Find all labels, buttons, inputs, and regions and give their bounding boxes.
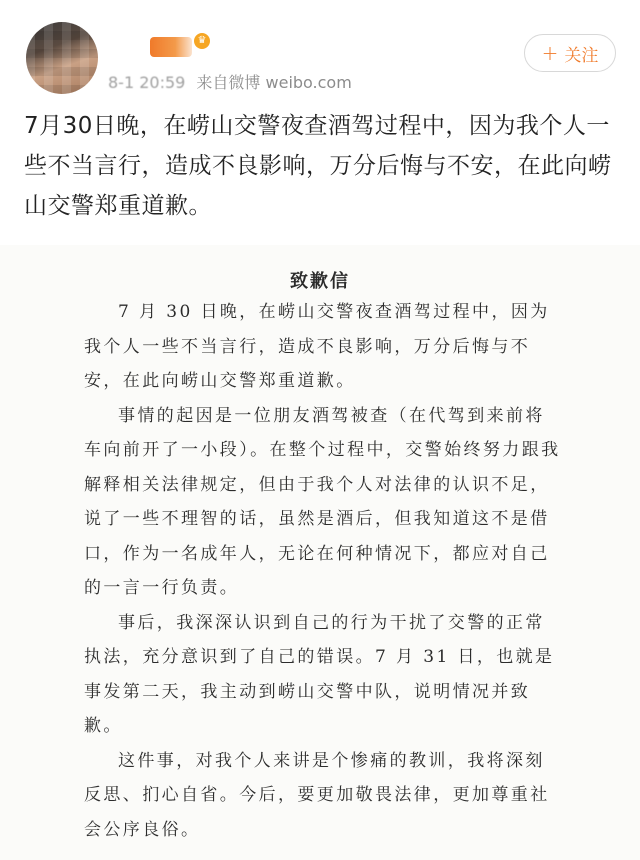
post-time: 8-1 20:59 [108, 73, 186, 92]
letter-paragraph: 事后，我深深认识到自己的行为干扰了交警的正常执法，充分意识到了自己的错误。7 月 31 日，也就是事发第二天，我主动到崂山交警中队，说明情况并致歉。 [84, 612, 555, 736]
avatar-mosaic [26, 22, 98, 94]
apology-letter-image[interactable] [0, 245, 640, 860]
post-header [0, 0, 640, 100]
post-text: 7月30日晚，在崂山交警夜查酒驾过程中，因为我个人一些不当言行，造成不良影响，万分后悔与不安，在此向崂山交警郑重道歉。 [24, 113, 612, 219]
follow-label: 关注 [564, 45, 599, 66]
letter-title: 致歉信 [290, 271, 350, 292]
follow-button[interactable] [524, 34, 616, 72]
letter-paragraph: 这件事，对我个人来讲是个惨痛的教训，我将深刻反思、扪心自省。今后，要更加敬畏法律，更加尊重社会公序良俗。 [84, 750, 550, 840]
vip-badge-icon: ♛ [194, 33, 210, 49]
avatar[interactable] [26, 22, 98, 94]
letter-paragraph: 7 月 30 日晚，在崂山交警夜查酒驾过程中，因为我个人一些不当言行，造成不良影响，万分后悔与不安，在此向崂山交警郑重道歉。 [84, 302, 550, 391]
plus-icon: + [541, 41, 559, 65]
letter-body [84, 295, 564, 847]
letter-paragraph: 事情的起因是一位朋友酒驾被查（在代驾到来前将车向前开了一小段）。在整个过程中，交警始终努力跟我解释相关法律规定，但由于我个人对法律的认识不足，说了一些不理智的话，虽然是酒后，但我知道这不是借口，作为一名成年人，无论在何种情况下，都应对自己的一言一行负责。 [84, 405, 561, 598]
post-source[interactable]: 来自微博 weibo.com [196, 73, 352, 92]
username-blurred[interactable] [150, 37, 192, 57]
post-meta [108, 70, 352, 93]
